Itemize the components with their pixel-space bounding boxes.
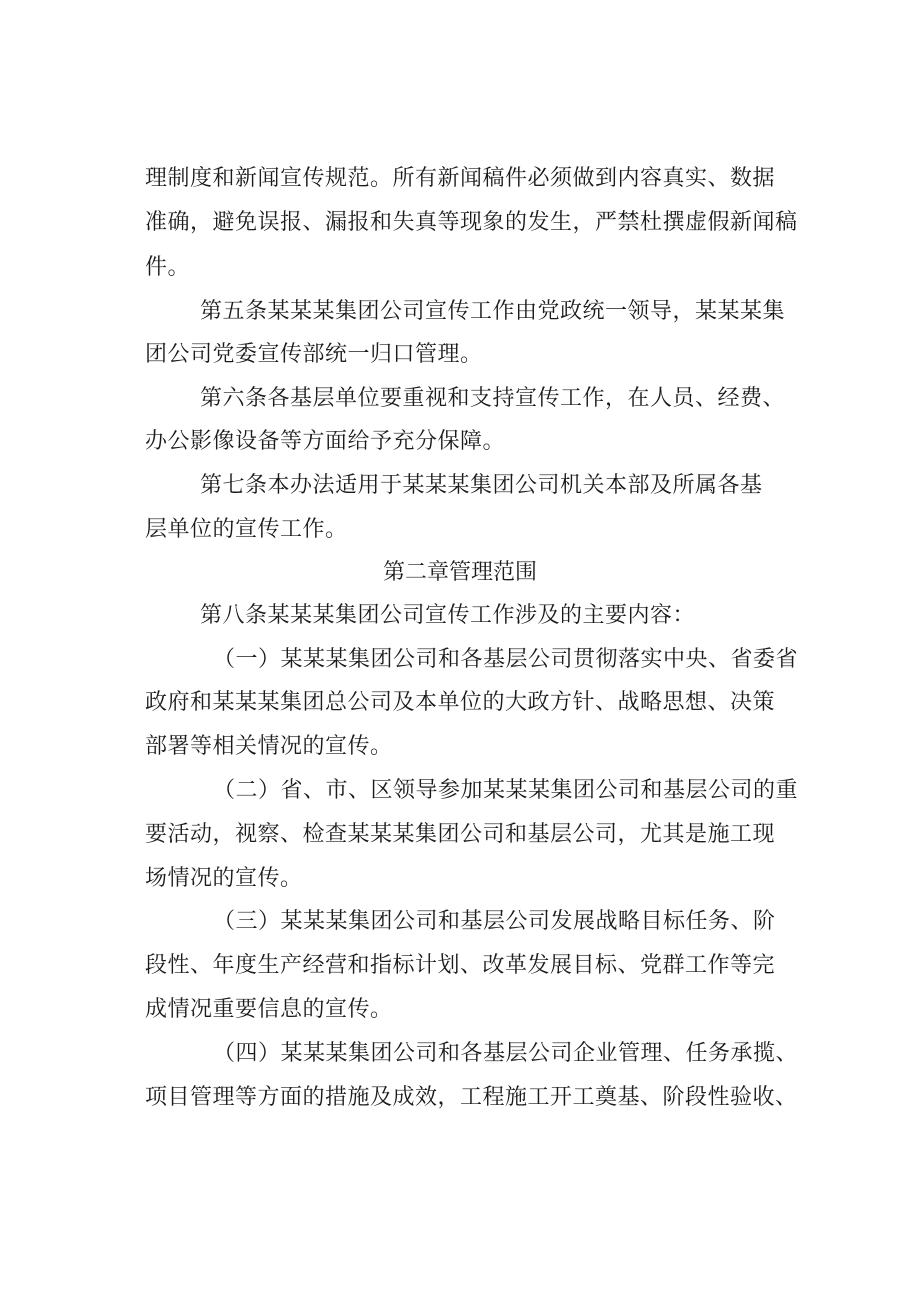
paragraph-line: 第六条各基层单位要重视和支持宣传工作，在人员、经费、 bbox=[200, 386, 786, 411]
paragraph-line: 第七条本办法适用于某某某集团公司机关本部及所属各基 bbox=[200, 473, 763, 498]
paragraph-line: 部署等相关情况的宣传。 bbox=[145, 734, 393, 759]
paragraph-line: 项目管理等方面的措施及成效，工程施工开工奠基、阶段性验收、 bbox=[145, 1085, 798, 1110]
paragraph-line: 件。 bbox=[145, 255, 191, 280]
paragraph-line: 第八条某某某集团公司宣传工作涉及的主要内容： bbox=[200, 603, 696, 628]
chapter-heading: 第二章管理范围 bbox=[382, 560, 537, 585]
paragraph-line: 要活动，视察、检查某某某集团公司和基层公司，尤其是施工现 bbox=[145, 822, 776, 847]
paragraph-line: 办公影像设备等方面给予充分保障。 bbox=[145, 429, 506, 454]
paragraph-line: （二）省、市、区领导参加某某某集团公司和基层公司的重 bbox=[213, 778, 799, 803]
paragraph-line: 层单位的宣传工作。 bbox=[145, 517, 348, 542]
paragraph-line: 准确，避免误报、漏报和失真等现象的发生，严禁杜撰虚假新闻稿 bbox=[145, 210, 798, 235]
paragraph-line: （一）某某某集团公司和各基层公司贯彻落实中央、省委省 bbox=[213, 647, 799, 672]
paragraph-line: 团公司党委宣传部统一归口管理。 bbox=[145, 342, 483, 367]
paragraph-line: （三）某某某集团公司和基层公司发展战略目标任务、阶 bbox=[213, 909, 776, 934]
paragraph-line: （四）某某某集团公司和各基层公司企业管理、任务承揽、 bbox=[213, 1041, 799, 1066]
paragraph-line: 成情况重要信息的宣传。 bbox=[145, 997, 393, 1022]
paragraph-line: 段性、年度生产经营和指标计划、改革发展目标、党群工作等完 bbox=[145, 953, 776, 978]
paragraph-line: 场情况的宣传。 bbox=[145, 866, 303, 891]
paragraph-line: 理制度和新闻宣传规范。所有新闻稿件必须做到内容真实、数据 bbox=[145, 166, 776, 191]
paragraph-line: 第五条某某某集团公司宣传工作由党政统一领导，某某某集 bbox=[200, 299, 786, 324]
paragraph-line: 政府和某某某集团总公司及本单位的大政方针、战略思想、决策 bbox=[145, 690, 776, 715]
